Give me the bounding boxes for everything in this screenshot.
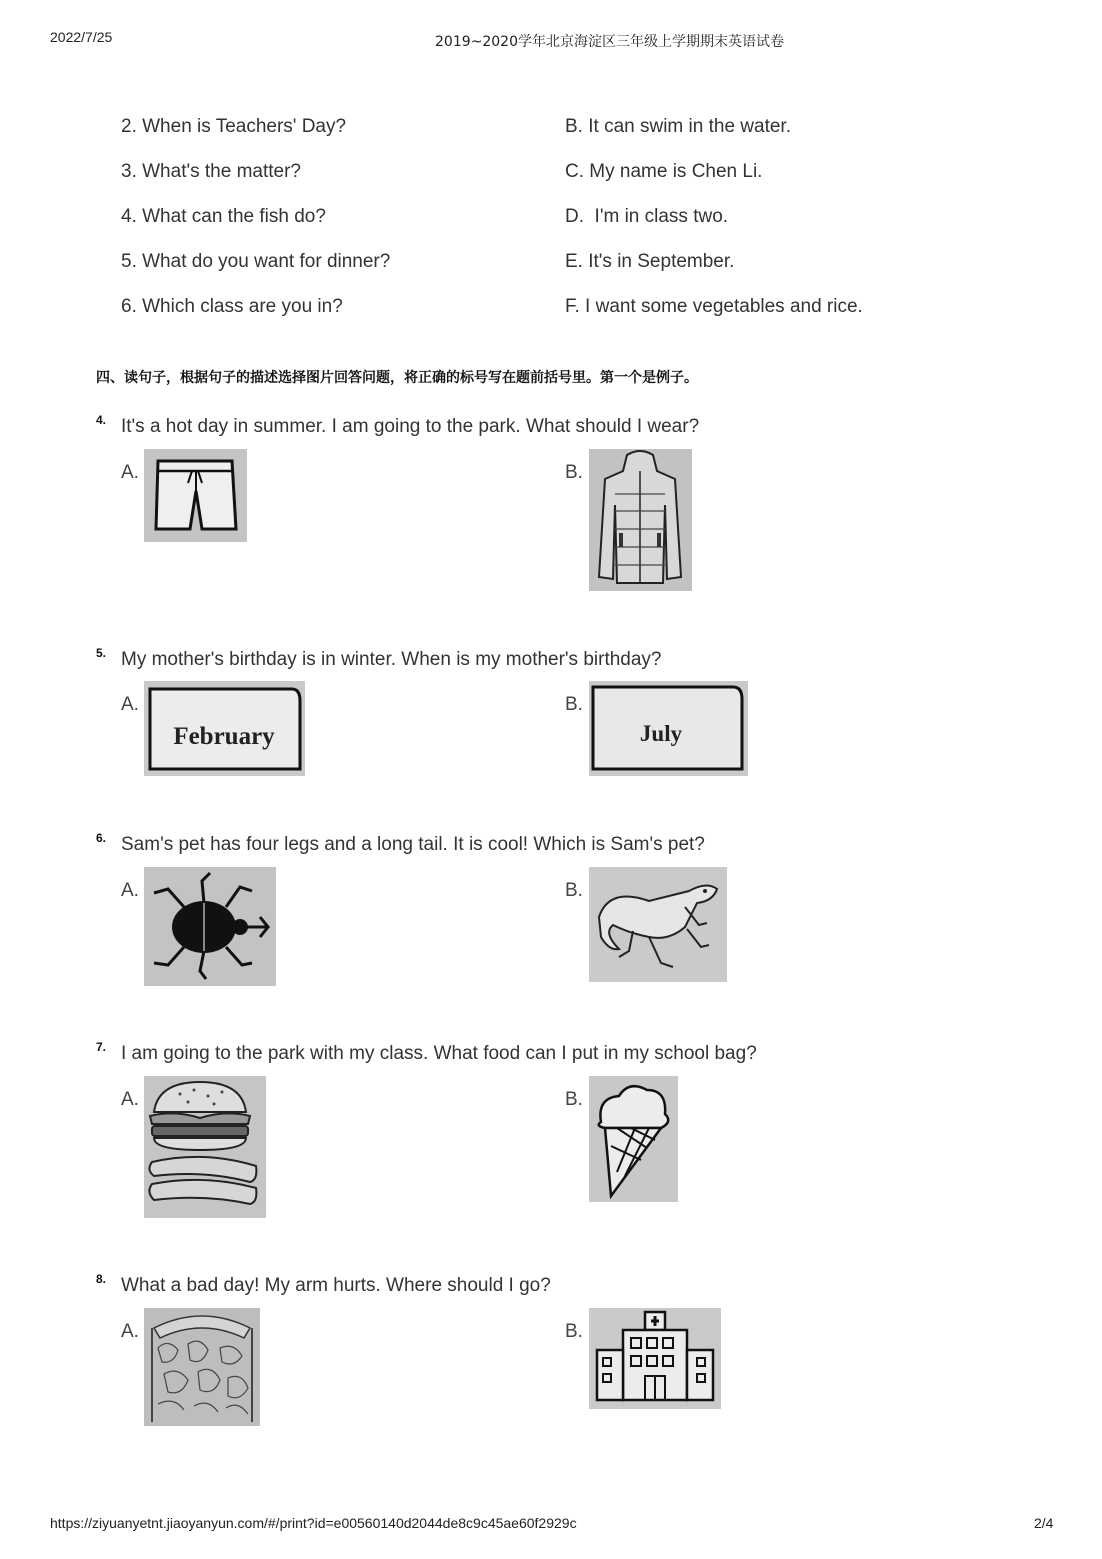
option-b-label: B. xyxy=(565,880,583,901)
zoo-image xyxy=(144,1308,260,1426)
matching-question: 6. Which class are you in? xyxy=(121,296,343,317)
matching-question: 4. What can the fish do? xyxy=(121,206,326,227)
matching-answer: C. My name is Chen Li. xyxy=(565,161,763,182)
shorts-image xyxy=(144,449,247,542)
matching-question: 2. When is Teachers' Day? xyxy=(121,116,347,137)
option-a-label: A. xyxy=(121,694,139,715)
matching-answer: E. It's in September. xyxy=(565,251,735,272)
ice-cream-image xyxy=(589,1076,678,1202)
question-text: Sam's pet has four legs and a long tail. It is cool! Which is Sam's pet? xyxy=(121,834,705,855)
july-card-image xyxy=(589,681,748,776)
question-number: 6. xyxy=(96,831,107,845)
print-date: 2022/7/25 xyxy=(50,29,113,45)
option-a-label: A. xyxy=(121,462,139,483)
question-number: 8. xyxy=(96,1272,107,1286)
page-number: 2/4 xyxy=(1034,1515,1054,1531)
option-b-label: B. xyxy=(565,1089,583,1110)
lizard-image xyxy=(589,867,727,982)
option-a-label: A. xyxy=(121,1321,139,1342)
hamburger-hotdog-image xyxy=(144,1076,266,1218)
winter-coat-image xyxy=(589,449,692,591)
option-b-label: B. xyxy=(565,1321,583,1342)
july-card-text: July xyxy=(639,721,683,746)
question-text: I am going to the park with my class. What food can I put in my school bag? xyxy=(121,1043,757,1064)
question-number: 7. xyxy=(96,1040,107,1054)
question-number: 4. xyxy=(96,413,107,427)
section-instruction: 四、读句子，根据句子的描述选择图片回答问题，将正确的标号写在题前括号里。第一个是例子。 xyxy=(96,370,698,386)
hospital-image xyxy=(589,1308,721,1409)
option-a-label: A. xyxy=(121,1089,139,1110)
option-b-label: B. xyxy=(565,694,583,715)
question-text: My mother's birthday is in winter. When is my mother's birthday? xyxy=(121,649,662,670)
question-number: 5. xyxy=(96,646,107,660)
matching-question: 3. What's the matter? xyxy=(121,161,301,182)
matching-answer: B. It can swim in the water. xyxy=(565,116,791,137)
option-a-label: A. xyxy=(121,880,139,901)
february-card-text: February xyxy=(173,723,275,750)
page-url: https://ziyuanyetnt.jiaoyanyun.com/#/print?id=e00560140d2044de8c9c45ae60f2929c xyxy=(50,1515,577,1531)
february-card-image xyxy=(144,681,305,776)
matching-question: 5. What do you want for dinner? xyxy=(121,251,391,272)
matching-answer: F. I want some vegetables and rice. xyxy=(565,296,863,317)
question-text: What a bad day! My arm hurts. Where should I go? xyxy=(121,1275,551,1296)
question-text: It's a hot day in summer. I am going to the park. What should I wear? xyxy=(121,416,700,437)
document-title: 2019~2020学年北京海淀区三年级上学期期末英语试卷 xyxy=(435,34,784,50)
option-b-label: B. xyxy=(565,462,583,483)
matching-answer: D. I'm in class two. xyxy=(565,206,729,227)
beetle-image xyxy=(144,867,276,986)
